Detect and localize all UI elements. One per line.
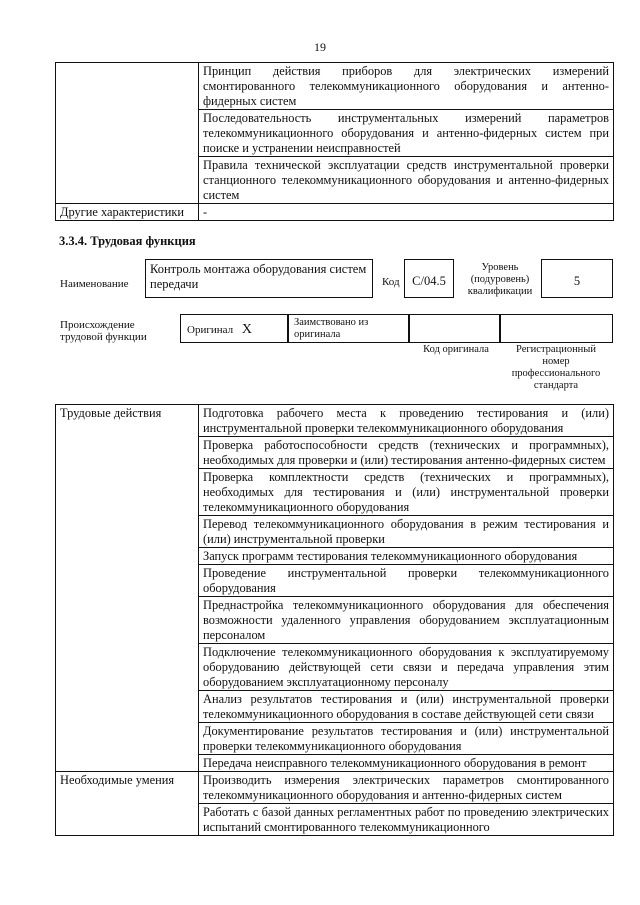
skill-item: Производить измерения электрических параметров смонтированного телекоммуникационного оборудования и антенно-фидерных систем <box>199 772 614 804</box>
table-row <box>56 204 614 221</box>
level-value: 5 <box>573 274 581 288</box>
labor-action-item: Проверка комплектности средств (технических и программных), необходимых для тестирования и (или) инструментальной проверки телекоммуникационного оборудования <box>199 469 614 516</box>
code-label: Код <box>382 276 400 288</box>
table-row <box>56 63 614 110</box>
labor-action-item: Анализ результатов тестирования и (или) инструментальной проверки телекоммуникационного оборудования в составе действующей сети связи <box>199 691 614 723</box>
code-value-box <box>404 259 454 298</box>
level-value-box <box>541 259 613 298</box>
labor-action-item: Запуск программ тестирования телекоммуникационного оборудования <box>199 548 614 565</box>
row-label-empty <box>56 63 199 204</box>
name-value-box <box>145 259 373 298</box>
original-box <box>180 314 288 343</box>
code-original-caption: Код оригинала <box>423 344 489 355</box>
table-row <box>56 772 614 804</box>
name-label: Наименование <box>60 278 129 290</box>
original-mark: X <box>241 322 252 337</box>
other-characteristics-value: - <box>199 204 614 221</box>
labor-function-table <box>55 404 614 836</box>
labor-action-item: Преднастройка телекоммуникационного оборудования для обеспечения возможности удаленного управления оборудованием эксплуатационным персоналом <box>199 597 614 644</box>
level-label: Уровень (подуровень) квалификации <box>467 262 533 297</box>
other-characteristics-label: Другие характеристики <box>56 204 199 221</box>
origin-label: Происхождение трудовой функции <box>60 319 147 343</box>
labor-action-item: Перевод телекоммуникационного оборудования в режим тестирования и (или) инструментальной проверки <box>199 516 614 548</box>
labor-actions-label: Трудовые действия <box>56 405 199 772</box>
borrowed-label: Заимствовано из оригинала <box>294 317 369 340</box>
reg-number-box <box>500 314 613 343</box>
original-label: Оригинал <box>187 324 234 336</box>
labor-action-item: Подготовка рабочего места к проведению тестирования и (или) инструментальной проверки телекоммуникационного оборудования <box>199 405 614 437</box>
labor-action-item: Проведение инструментальной проверки телекоммуникационного оборудования <box>199 565 614 597</box>
page-number: 19 <box>314 40 326 54</box>
table-row <box>56 405 614 437</box>
labor-action-item: Документирование результатов тестирования и (или) инструментальной проверки телекоммуникационного оборудования <box>199 723 614 755</box>
code-value: C/04.5 <box>412 274 446 288</box>
skills-label: Необходимые умения <box>56 772 199 836</box>
labor-action-item: Передача неисправного телекоммуникационного оборудования в ремонт <box>199 755 614 772</box>
name-value: Контроль монтажа оборудования систем передачи <box>150 262 367 291</box>
section-heading: 3.3.4. Трудовая функция <box>59 234 196 248</box>
reg-number-caption: Регистрационный номер профессионального стандарта <box>511 344 601 391</box>
code-original-box <box>409 314 500 343</box>
labor-action-item: Проверка работоспособности средств (технических и программных), необходимых для проверки и (или) тестирования антенно-фидерных систем <box>199 437 614 469</box>
labor-action-item: Подключение телекоммуникационного оборудования к эксплуатируемому оборудованию действующей сети связи и передача управления этим оборудованием эксплуатационному персоналу <box>199 644 614 691</box>
knowledge-item: Принцип действия приборов для электрических измерений смонтированного телекоммуникационного оборудования и антенно-фидерных систем <box>199 63 614 110</box>
skill-item: Работать с базой данных регламентных работ по проведению электрических испытаний смонтированного телекоммуникационного <box>199 804 614 836</box>
knowledge-item: Последовательность инструментальных измерений параметров телекоммуникационного оборудования и антенно-фидерных систем при поиске и устранении неисправностей <box>199 110 614 157</box>
knowledge-item: Правила технической эксплуатации средств инструментальной проверки станционного телекоммуникационного оборудования и антенно-фидерных систем <box>199 157 614 204</box>
borrowed-box <box>288 314 409 343</box>
knowledge-table <box>55 62 614 221</box>
